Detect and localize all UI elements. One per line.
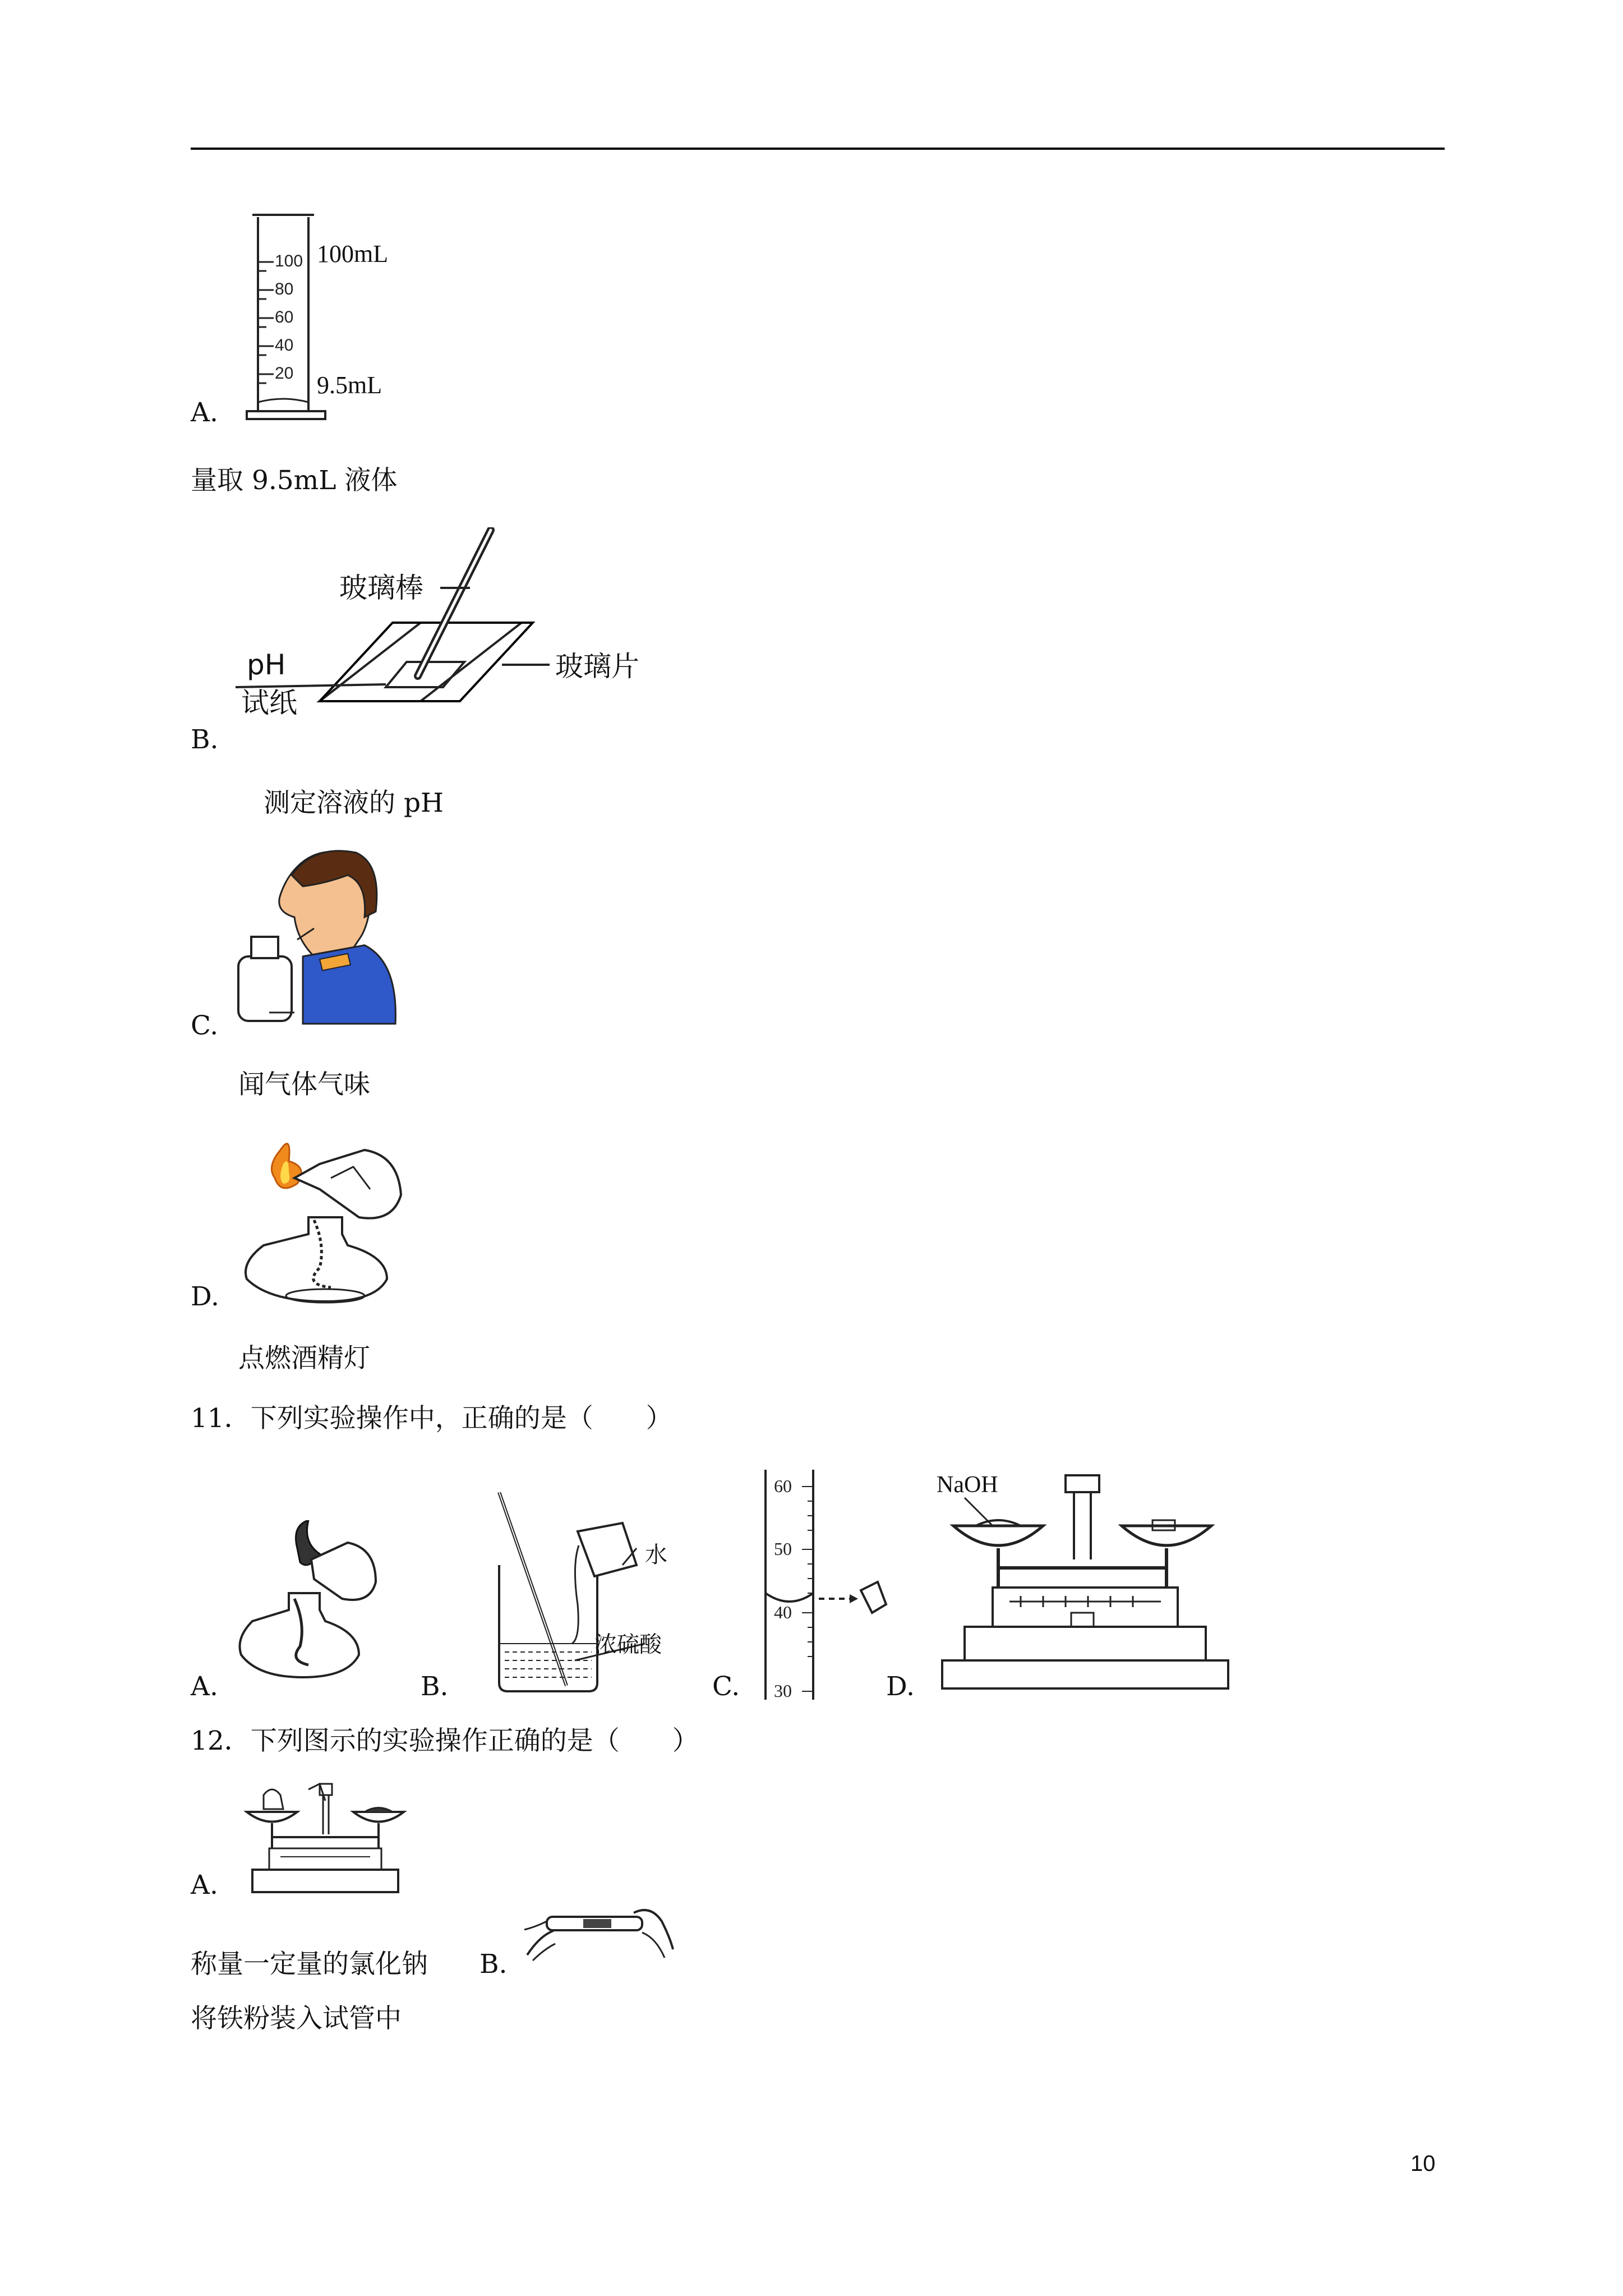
option-caption: 点燃酒精灯 xyxy=(238,1343,370,1374)
paper-label-2: 试纸 xyxy=(241,687,297,719)
q12-a-figure xyxy=(241,1778,415,1902)
option-caption: 闻气体气味 xyxy=(238,1069,370,1100)
option-caption: 测定溶液的 pH xyxy=(264,788,444,818)
q12-letter: B. xyxy=(479,1949,508,1980)
water-label: 水 xyxy=(645,1542,667,1568)
q11-d-figure xyxy=(931,1464,1245,1700)
paper-label-1: pH xyxy=(247,648,286,681)
q12-b-figure xyxy=(522,1904,679,1972)
cyl-bottom-label: 9.5mL xyxy=(317,371,382,399)
q12-letter: A. xyxy=(191,1870,218,1901)
naoh-label: NaOH xyxy=(937,1472,998,1498)
q12-caption: 将铁粉装入试管中 xyxy=(191,2003,402,2034)
cyl-tick-label: 100 xyxy=(275,252,303,270)
q11c-tick: 60 xyxy=(774,1476,792,1496)
page-number: 10 xyxy=(1410,2151,1436,2176)
cyl-tick-label: 40 xyxy=(275,336,294,355)
option-letter: C. xyxy=(191,1010,219,1041)
option-letter: B. xyxy=(191,724,219,755)
q11-letter: C. xyxy=(712,1671,740,1702)
q11-a-figure xyxy=(236,1520,381,1683)
option-letter: D. xyxy=(191,1281,219,1312)
q11-b-figure xyxy=(482,1492,684,1694)
cyl-top-label: 100mL xyxy=(317,240,389,268)
question-11-stem: 11．下列实验操作中，正确的是（ ） xyxy=(191,1403,672,1434)
cyl-tick-label: 60 xyxy=(275,308,294,326)
q12-caption: 称量一定量的氯化钠 xyxy=(191,1949,428,1980)
q11c-tick: 40 xyxy=(774,1602,792,1622)
q11-c-figure xyxy=(751,1470,897,1705)
plate-label: 玻璃片 xyxy=(555,650,639,683)
header-rule xyxy=(191,148,1445,150)
q11-letter: A. xyxy=(191,1671,218,1702)
option-letter: A. xyxy=(191,397,218,428)
rod-label: 玻璃棒 xyxy=(339,572,423,604)
q11c-tick: 50 xyxy=(774,1539,792,1559)
question-12-stem: 12．下列图示的实验操作正确的是（ ） xyxy=(191,1726,699,1756)
smell-gas-figure xyxy=(236,844,398,1029)
option-caption: 量取 9.5mL 液体 xyxy=(191,465,398,496)
cyl-tick-label: 80 xyxy=(275,280,294,298)
light-lamp-figure xyxy=(236,1133,415,1313)
q11-letter: D. xyxy=(886,1671,915,1702)
cyl-tick-label: 20 xyxy=(275,364,294,383)
q11-letter: B. xyxy=(421,1671,449,1702)
q11c-tick: 30 xyxy=(774,1681,792,1701)
graduated-cylinder-figure xyxy=(236,210,421,424)
ph-test-figure xyxy=(236,527,684,752)
acid-label: 浓硫酸 xyxy=(594,1632,662,1658)
